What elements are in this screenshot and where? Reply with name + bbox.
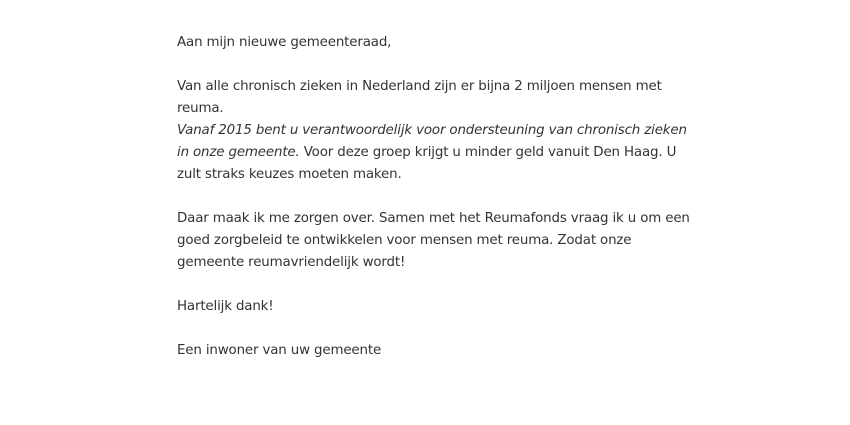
- letter-paragraph-2: Daar maak ik me zorgen over. Samen met het Reumafonds vraag ik u om een goed zorgbeleid te ontwikkelen voor mensen met reuma. Zodat onze gemeente reumavriendelijk wordt!: [177, 211, 690, 270]
- letter-signature: Een inwoner van uw gemeente: [177, 343, 382, 358]
- p1-sentence-1: Van alle chronisch zieken in Nederland zijn er bijna 2 miljoen mensen met reuma.: [177, 79, 662, 116]
- letter-salutation: Aan mijn nieuwe gemeenteraad,: [177, 35, 392, 50]
- p1-sentence-3: Voor deze groep krijgt u minder geld vanuit Den Haag. U zult straks keuzes moeten maken.: [177, 145, 677, 182]
- p1-sentence-2-italic: Vanaf 2015 bent u verantwoordelijk voor ondersteuning van chronisch zieken in onze gemeente.: [177, 123, 687, 160]
- letter-closing: Hartelijk dank!: [177, 299, 274, 314]
- letter-paragraph-1: [177, 76, 697, 186]
- letter-body: [177, 32, 697, 362]
